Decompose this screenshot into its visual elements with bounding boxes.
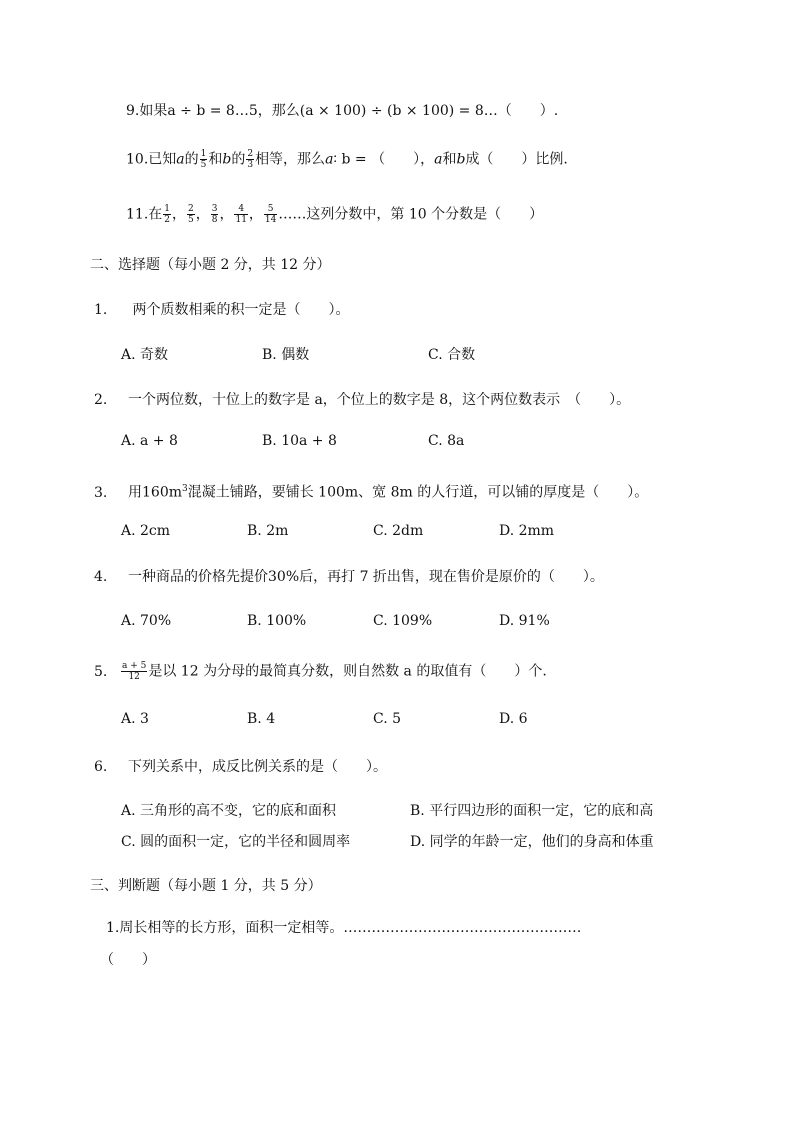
question-9: 9.如果a ÷ b = 8…5，那么(a × 100) ÷ (b × 100) = 8…（ ）. [126,103,559,119]
mc-question-6: 6. 下列关系中，成反比例关系的是（ ）。 [94,759,387,775]
mc-question-4: 4. 一种商品的价格先提价30%后，再打 7 折出售，现在售价是原价的（ ）。 [94,569,604,585]
fraction: $\frac{a + 5}{12}$ [122,661,147,682]
mc-1-option-a: A. 奇数 [121,347,169,363]
mc-4-option-d: D. 91% [499,613,550,629]
mc-2-option-b: B. 10a + 8 [262,433,337,449]
mc-question-3: 3. 用$160m^3$混凝土铺路，要铺长 100m、宽 8m 的人行道，可以铺的厚度是（ ）。 [94,484,649,501]
fraction: $\frac{3}{8}$ [211,204,218,225]
mc-5-option-d: D. 6 [499,711,528,727]
fraction: $\frac{1}{2}$ [164,204,170,225]
section-title-choice: 二、选择题（每小题 2 分，共 12 分） [90,257,331,273]
mc-5-option-c: C. 5 [373,711,402,727]
fraction: $\frac{4}{11}$ [235,204,247,225]
mc-2-option-c: C. 8a [428,433,465,449]
mc-5-option-a: A. 3 [121,711,149,727]
mc-6-option-a: A. 三角形的高不变，它的底和面积 [121,803,337,819]
mc-3-option-b: B. 2m [247,523,289,539]
mc-2-option-a: A. a + 8 [121,433,178,449]
mc-4-option-b: B. 100% [247,613,307,629]
mc-5-option-b: B. 4 [247,711,276,727]
fraction: $\frac{5}{14}$ [264,204,277,225]
fraction: $\frac{2}{5}$ [188,204,194,225]
mc-4-option-a: A. 70% [121,613,172,629]
question-10: 10.已知a的 $\frac{1}{5}$ 和b的 $\frac{2}{3}$ 相等，那么a∶ b = （ ），a和b成（ ）比例. [126,149,568,170]
question-11: 11.在 $\frac{1}{2}$ ， $\frac{2}{5}$ ， $\frac{3}{8}$ ， $\frac{4}{11}$ ， $\frac{5}{14}$ ……这列分数中，第 10 个分数是（ ） [126,204,544,225]
section-title-judgment: 三、判断题（每小题 1 分，共 5 分） [90,878,322,894]
mc-3-option-c: C. 2dm [373,523,424,539]
mc-question-1: 1. 两个质数相乘的积一定是（ ）。 [94,302,350,318]
mc-question-5: 5. $\frac{a + 5}{12}$ 是以 12 为分母的最简真分数，则自然数 a 的取值有（ ）个. [94,661,547,682]
mc-1-option-b: B. 偶数 [262,347,310,363]
mc-question-2: 2. 一个两位数，十位上的数字是 a，个位上的数字是 8，这个两位数表示 （ ）。 [94,392,631,408]
mc-4-option-c: C. 109% [373,613,433,629]
mc-3-option-d: D. 2mm [499,523,555,539]
fraction: $\frac{1}{5}$ [200,149,207,170]
tf-question-1: 1.周长相等的长方形，面积一定相等。…………………………………………… [106,920,582,936]
fraction: $\frac{2}{3}$ [247,149,254,170]
mc-6-option-c: C. 圆的面积一定，它的半径和圆周率 [121,834,351,850]
mc-3-option-a: A. 2cm [121,523,171,539]
mc-1-option-c: C. 合数 [428,347,476,363]
mc-6-option-b: B. 平行四边形的面积一定，它的底和高 [410,803,654,819]
mc-6-option-d: D. 同学的年龄一定，他们的身高和体重 [410,834,654,850]
tf-question-1-answer-blank: （ ） [100,952,156,968]
